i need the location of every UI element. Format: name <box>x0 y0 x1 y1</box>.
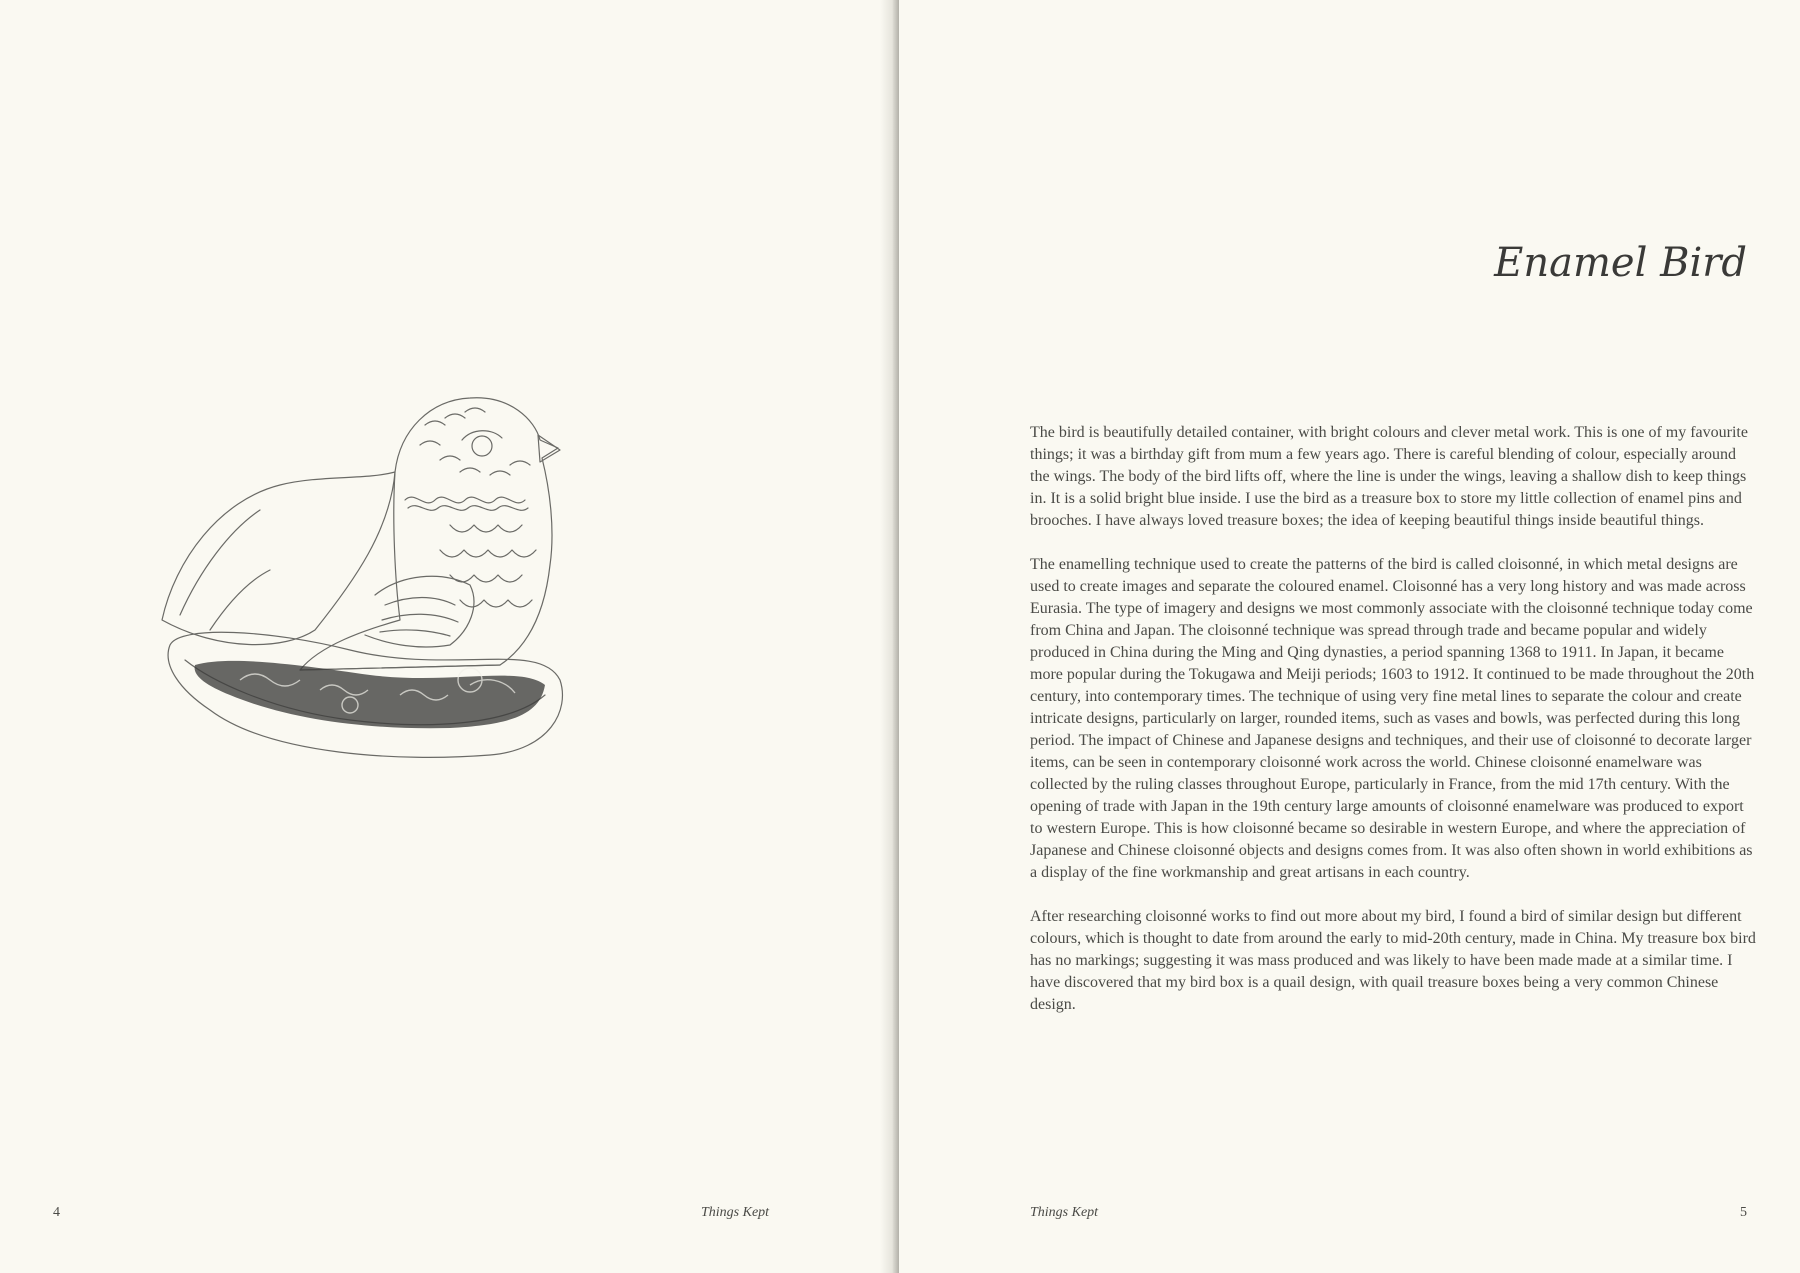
running-title-right: Things Kept <box>1030 1205 1099 1220</box>
enamel-bird-drawing <box>150 380 670 880</box>
page-number-right: 5 <box>1740 1205 1747 1220</box>
right-page <box>899 0 1800 1273</box>
running-title-left: Things Kept <box>701 1205 770 1220</box>
article-title: Enamel Bird <box>1494 240 1747 286</box>
article-body <box>1030 422 1758 1038</box>
paragraph: After researching cloisonné works to find out more about my bird, I found a bird of similar design but different colours, which is thought to date from around the early to mid-20th century, made in China. My treasure box bird has no markings; suggesting it was mass produced and was likely to have been made made at a similar time. I have discovered that my bird box is a quail design, with quail treasure boxes being a very common Chinese design. <box>1030 908 1756 1013</box>
paragraph: The bird is beautifully detailed container, with bright colours and clever metal work. This is one of my favourite things; it was a birthday gift from mum a few years ago. There is careful blending of colour, especially around the wings. The body of the bird lifts off, where the line is under the wings, leaving a shallow dish to keep things in. It is a solid bright blue inside. I use the bird as a treasure box to store my little collection of enamel pins and brooches. I have always loved treasure boxes; the idea of keeping beautiful things inside beautiful things. <box>1030 424 1748 529</box>
page-number-left: 4 <box>53 1205 60 1220</box>
left-page <box>0 0 893 1273</box>
paragraph: The enamelling technique used to create the patterns of the bird is called cloisonné, in which metal designs are used to create images and separate the coloured enamel. Cloisonné has a very long history and was made across Eurasia. The type of imagery and designs we most commonly associate with the cloisonné technique today come from China and Japan. The cloisonné technique was spread through trade and became popular and widely produced in China during the Ming and Qing dynasties, a period spanning 1368 to 1911. In Japan, it became more popular during the Tokugawa and Meiji periods; 1603 to 1912. It continued to be made throughout the 20th century, into contemporary times. The technique of using very fine metal lines to separate the colour and create intricate designs, particularly on larger, rounded items, such as vases and bowls, was perfected during this long period. The impact of Chinese and Japanese designs and techniques, and their use of cloisonné to decorate larger items, can be seen in contemporary cloisonné work across the world. Chinese cloisonné enamelware was collected by the ruling classes throughout Europe, particularly in France, from the mid 17th century. With the opening of trade with Japan in the 19th century large amounts of cloisonné enamelware was produced to export to western Europe. This is how cloisonné became so desirable in western Europe, and where the appreciation of Japanese and Chinese cloisonné objects and designs comes from. It was also often shown in world exhibitions as a display of the fine workmanship and great artisans in each country. <box>1030 556 1755 881</box>
